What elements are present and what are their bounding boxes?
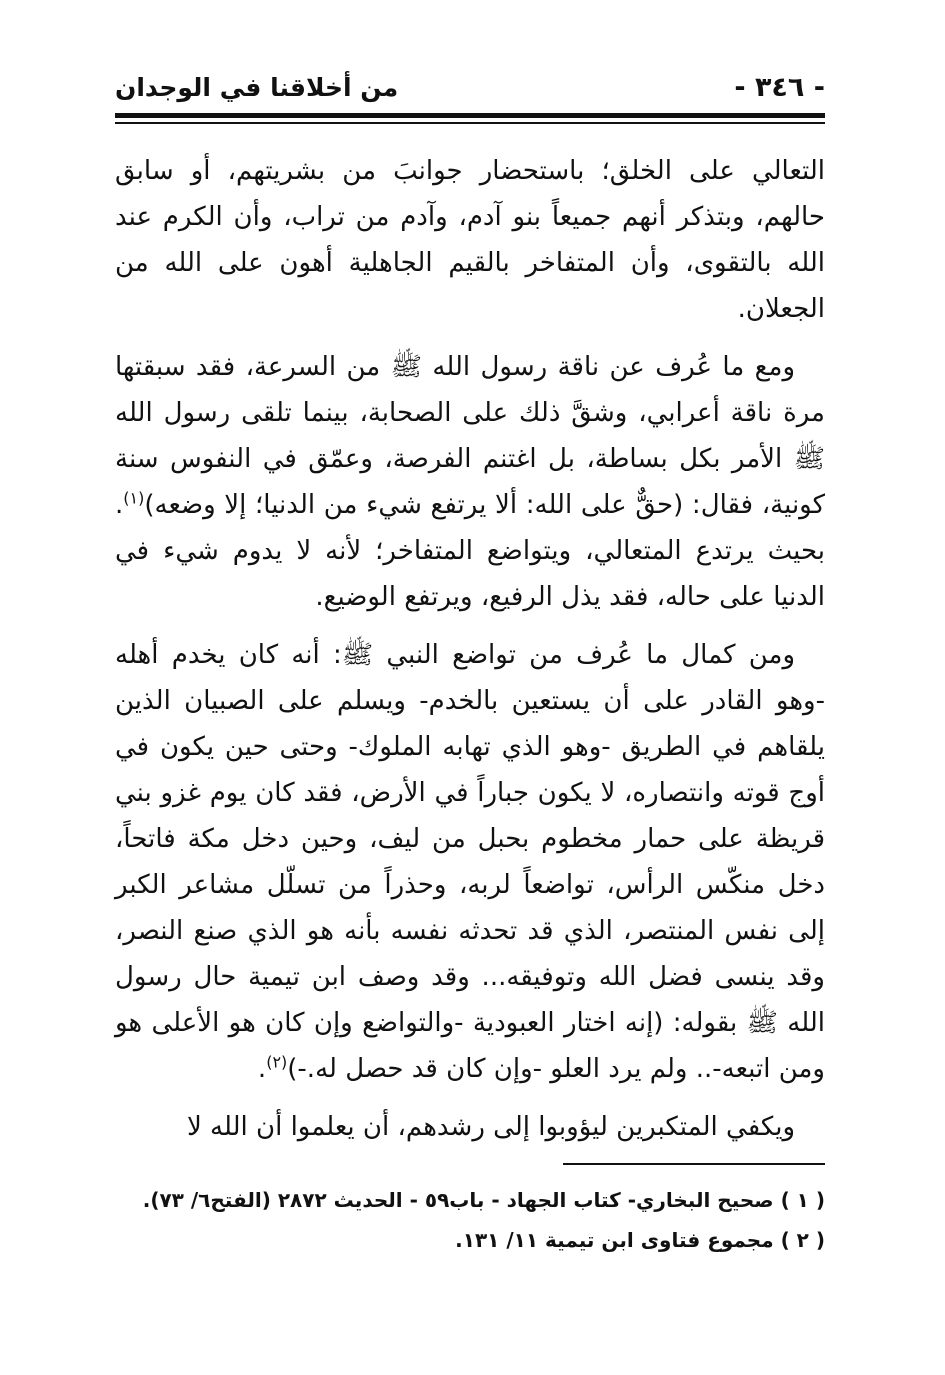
- paragraph-2-text-a: ومع ما عُرف عن ناقة رسول الله ﷺ من السرعة، فقد سبقتها مرة ناقة أعرابي، وشقَّ ذلك على الصحابة، بينما تلقى رسول الله ﷺ الأمر بكل بساطة، بل اغتنم الفرصة، وعمّق في النفوس سنة كونية، فقال: (حقٌّ على الله: ألا يرتفع شيء من الدنيا؛ إلا وضعه): [115, 352, 825, 520]
- footnote-ref-2: (٢): [266, 1052, 288, 1072]
- page-number: - ٣٤٦ -: [734, 72, 825, 103]
- paragraph-4: [115, 1104, 825, 1150]
- footnote-1: ( ١ ) صحيح البخاري- كتاب الجهاد - باب٥٩ - الحديث ٢٨٧٢ (الفتح٦/ ٧٣).: [142, 1188, 825, 1212]
- page-header: [115, 70, 825, 114]
- header-rule-thick: [115, 113, 825, 118]
- paragraph-2: [115, 344, 825, 620]
- paragraph-4-text: ويكفي المتكبرين ليؤوبوا إلى رشدهم، أن يعلموا أن الله لا: [186, 1112, 795, 1142]
- header-rule-thin: [115, 122, 825, 124]
- paragraph-2-text-b: . بحيث يرتدع المتعالي، ويتواضع المتفاخر؛ لأنه لا يدوم شيء في الدنيا على حاله، فقد يذل الرفيع، ويرتفع الوضيع.: [115, 490, 825, 612]
- paragraph-3-text-a: ومن كمال ما عُرف من تواضع النبي ﷺ: أنه كان يخدم أهله -وهو القادر على أن يستعين بالخدم- ويسلم على الصبيان الذين يلقاهم في الطريق -وهو الذي تهابه الملوك- وحتى حين يكون في أوج قوته وانتصاره، لا يكون جباراً في الأرض، فقد كان يوم غزو بني قريظة على حمار مخطوم بحبل من ليف، وحين دخل مكة فاتحاً، دخل منكّس الرأس، تواضعاً لربه، وحذراً من تسلّل مشاعر الكبر إلى نفس المنتصر، الذي قد تحدثه نفسه بأنه هو الذي صنع النصر، وقد ينسى فضل الله وتوفيقه... وقد وصف ابن تيمية حال رسول الله ﷺ بقوله: (إنه اختار العبودية -والتواضع وإن كان هو الأعلى هو ومن اتبعه-.. ولم يرد العلو -وإن كان قد حصل له.-): [115, 640, 825, 1084]
- running-title: من أخلاقنا في الوجدان: [115, 73, 399, 102]
- paragraph-1-text: التعالي على الخلق؛ باستحضار جوانبَ من بشريتهم، أو سابق حالهم، وبتذكر أنهم جميعاً بنو آدم، وآدم من تراب، وأن الكرم عند الله بالتقوى، وأن المتفاخر بالقيم الجاهلية أهون على الله من الجعلان.: [115, 156, 825, 324]
- body-text: [115, 148, 825, 1150]
- paragraph-3: [115, 632, 825, 1092]
- footnote-2: ( ٢ ) مجموع فتاوى ابن تيمية ١١/ ١٣١.: [455, 1228, 825, 1252]
- paragraph-3-text-b: .: [257, 1054, 267, 1084]
- footnote-ref-1: (١): [123, 488, 145, 508]
- footnote-separator: [563, 1163, 825, 1165]
- footnotes: [115, 1180, 825, 1260]
- paragraph-1: [115, 148, 825, 332]
